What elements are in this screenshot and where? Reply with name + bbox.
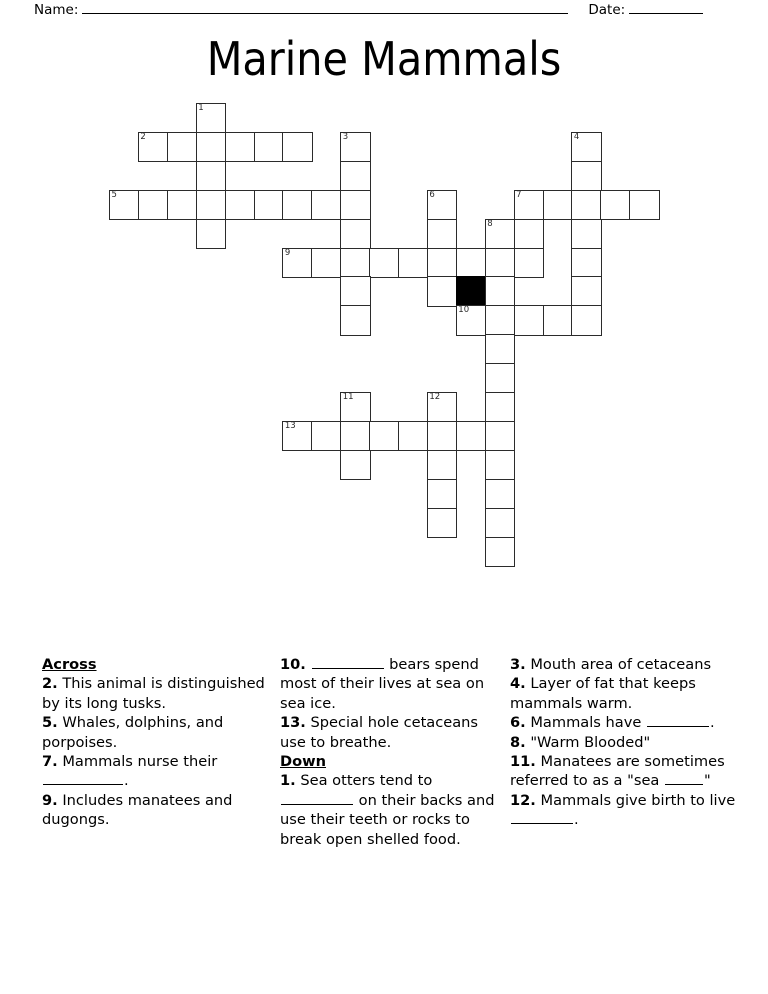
grid-cell[interactable] bbox=[311, 248, 342, 279]
clue-column-3 bbox=[510, 655, 740, 830]
grid-cell[interactable] bbox=[485, 421, 516, 452]
clue-across-7[interactable]: 7. Mammals nurse their . bbox=[42, 753, 218, 790]
cell-number: 2 bbox=[140, 131, 146, 142]
grid-cell[interactable] bbox=[340, 219, 371, 250]
clue-area bbox=[0, 655, 768, 849]
grid-cell[interactable] bbox=[225, 190, 256, 221]
grid-cell[interactable] bbox=[311, 190, 342, 221]
grid-cell[interactable] bbox=[398, 248, 429, 279]
grid-cell[interactable] bbox=[456, 305, 487, 336]
grid-cell[interactable] bbox=[427, 392, 458, 423]
grid-cell[interactable] bbox=[196, 190, 227, 221]
grid-cell[interactable] bbox=[485, 276, 516, 307]
grid-cell[interactable] bbox=[485, 334, 516, 365]
cell-number: 9 bbox=[284, 247, 291, 258]
cell-number: 4 bbox=[573, 131, 580, 142]
grid-cell[interactable] bbox=[514, 190, 545, 221]
grid-cell[interactable] bbox=[340, 305, 371, 336]
grid-cell[interactable] bbox=[282, 190, 313, 221]
clue-down-8[interactable]: 8. "Warm Blooded" bbox=[510, 733, 651, 751]
clue-across-13[interactable]: 13. Special hole cetaceans use to breathe. bbox=[280, 714, 479, 751]
grid-cell[interactable] bbox=[340, 190, 371, 221]
grid-cell[interactable] bbox=[427, 248, 458, 279]
grid-cell[interactable] bbox=[514, 248, 545, 279]
date-label: Date: bbox=[588, 2, 626, 18]
answer-blank bbox=[647, 713, 709, 727]
cell-number: 10 bbox=[458, 305, 470, 316]
cell-number: 11 bbox=[342, 392, 354, 402]
clue-across-2[interactable]: 2. This animal is distinguished by its long tusks. bbox=[42, 675, 265, 712]
clue-down-11[interactable]: 11. Manatees are sometimes referred to as a "sea " bbox=[510, 753, 725, 790]
grid-cell[interactable] bbox=[196, 103, 227, 134]
grid-cell[interactable] bbox=[485, 219, 516, 250]
clue-down-4[interactable]: 4. Layer of fat that keeps mammals warm. bbox=[510, 675, 696, 712]
name-label: Name: bbox=[34, 2, 79, 18]
page-title: Marine Mammals bbox=[206, 32, 562, 86]
grid-cell[interactable] bbox=[543, 190, 574, 221]
grid-cell[interactable] bbox=[340, 421, 371, 452]
grid-cell[interactable] bbox=[456, 248, 487, 279]
cell-number: 8 bbox=[487, 218, 493, 229]
cell-number: 6 bbox=[429, 189, 435, 200]
cell-number: 7 bbox=[516, 189, 522, 200]
grid-cell[interactable] bbox=[571, 276, 602, 307]
grid-cell[interactable] bbox=[629, 190, 660, 221]
grid-cell[interactable] bbox=[427, 421, 458, 452]
grid-cell[interactable] bbox=[311, 421, 342, 452]
clue-down-1[interactable]: 1. Sea otters tend to on their backs and use their teeth or rocks to break open shelled food. bbox=[280, 772, 495, 848]
grid-cell[interactable] bbox=[369, 421, 400, 452]
across-heading: Across bbox=[42, 656, 97, 673]
grid-cell[interactable] bbox=[196, 161, 227, 192]
clue-column-2 bbox=[280, 655, 502, 849]
cell-number: 5 bbox=[111, 189, 117, 200]
grid-cell[interactable] bbox=[427, 219, 458, 250]
grid-cell[interactable] bbox=[571, 248, 602, 279]
grid-cell[interactable] bbox=[282, 248, 313, 279]
grid-cell[interactable] bbox=[196, 132, 227, 163]
grid-cell[interactable] bbox=[340, 132, 371, 163]
grid-cell[interactable] bbox=[427, 450, 458, 481]
grid-cell[interactable] bbox=[138, 132, 169, 163]
cell-number: 1 bbox=[198, 103, 204, 113]
cell-number: 3 bbox=[342, 131, 349, 142]
answer-blank bbox=[281, 791, 353, 805]
grid-cell[interactable] bbox=[340, 161, 371, 192]
grid-cell[interactable] bbox=[571, 161, 602, 192]
clue-down-3[interactable]: 3. Mouth area of cetaceans bbox=[510, 656, 712, 673]
grid-cell[interactable] bbox=[369, 248, 400, 279]
grid-cell[interactable] bbox=[427, 276, 458, 307]
grid-cell[interactable] bbox=[485, 363, 516, 394]
grid-cell[interactable] bbox=[225, 132, 256, 163]
grid-cell[interactable] bbox=[485, 305, 516, 336]
grid-cell[interactable] bbox=[485, 537, 516, 568]
cell-number: 13 bbox=[284, 420, 296, 431]
clue-across-10[interactable]: 10. bears spend most of their lives at sea on sea ice. bbox=[280, 656, 485, 712]
grid-cell[interactable] bbox=[485, 479, 516, 510]
grid-cell[interactable] bbox=[109, 190, 140, 221]
grid-cell[interactable] bbox=[427, 190, 458, 221]
grid-cell[interactable] bbox=[167, 132, 198, 163]
clue-across-9[interactable]: 9. Includes manatees and dugongs. bbox=[42, 791, 233, 829]
grid-cell[interactable] bbox=[514, 219, 545, 250]
grid-cell[interactable] bbox=[340, 392, 371, 423]
grid-cell[interactable] bbox=[196, 219, 227, 250]
answer-blank bbox=[511, 810, 573, 824]
grid-cell[interactable] bbox=[571, 305, 602, 336]
grid-cell[interactable] bbox=[485, 392, 516, 423]
grid-cell[interactable] bbox=[167, 190, 198, 221]
grid-cell[interactable] bbox=[282, 421, 313, 452]
grid-cell[interactable] bbox=[340, 248, 371, 279]
grid-cell[interactable] bbox=[485, 450, 516, 481]
clue-column-1 bbox=[42, 655, 272, 830]
grid-cell[interactable] bbox=[543, 305, 574, 336]
grid-cell[interactable] bbox=[340, 276, 371, 307]
grid-cell[interactable] bbox=[254, 132, 285, 163]
grid-cell[interactable] bbox=[514, 305, 545, 336]
answer-blank bbox=[665, 771, 703, 785]
grid-cell[interactable] bbox=[254, 190, 285, 221]
clue-down-12[interactable]: 12. Mammals give birth to live . bbox=[510, 791, 736, 829]
clue-down-6[interactable]: 6. Mammals have . bbox=[510, 714, 715, 732]
grid-cell[interactable] bbox=[427, 508, 458, 539]
clue-across-5[interactable]: 5. Whales, dolphins, and porpoises. bbox=[42, 714, 224, 751]
grid-cell[interactable] bbox=[571, 219, 602, 250]
grid-cell[interactable] bbox=[427, 479, 458, 510]
grid-cell[interactable] bbox=[571, 132, 602, 163]
cell-number: 12 bbox=[429, 392, 441, 402]
grid-cell[interactable] bbox=[456, 421, 487, 452]
grid-cell[interactable] bbox=[398, 421, 429, 452]
grid-cell[interactable] bbox=[485, 248, 516, 279]
grid-cell[interactable] bbox=[485, 508, 516, 539]
grid-cell[interactable] bbox=[138, 190, 169, 221]
answer-blank bbox=[312, 655, 384, 669]
grid-block-cell bbox=[456, 276, 487, 307]
grid-cell[interactable] bbox=[282, 132, 313, 163]
grid-cell[interactable] bbox=[600, 190, 631, 221]
answer-blank bbox=[43, 771, 123, 785]
down-heading: Down bbox=[280, 753, 327, 771]
grid-cell[interactable] bbox=[340, 450, 371, 481]
grid-cell[interactable] bbox=[571, 190, 602, 221]
